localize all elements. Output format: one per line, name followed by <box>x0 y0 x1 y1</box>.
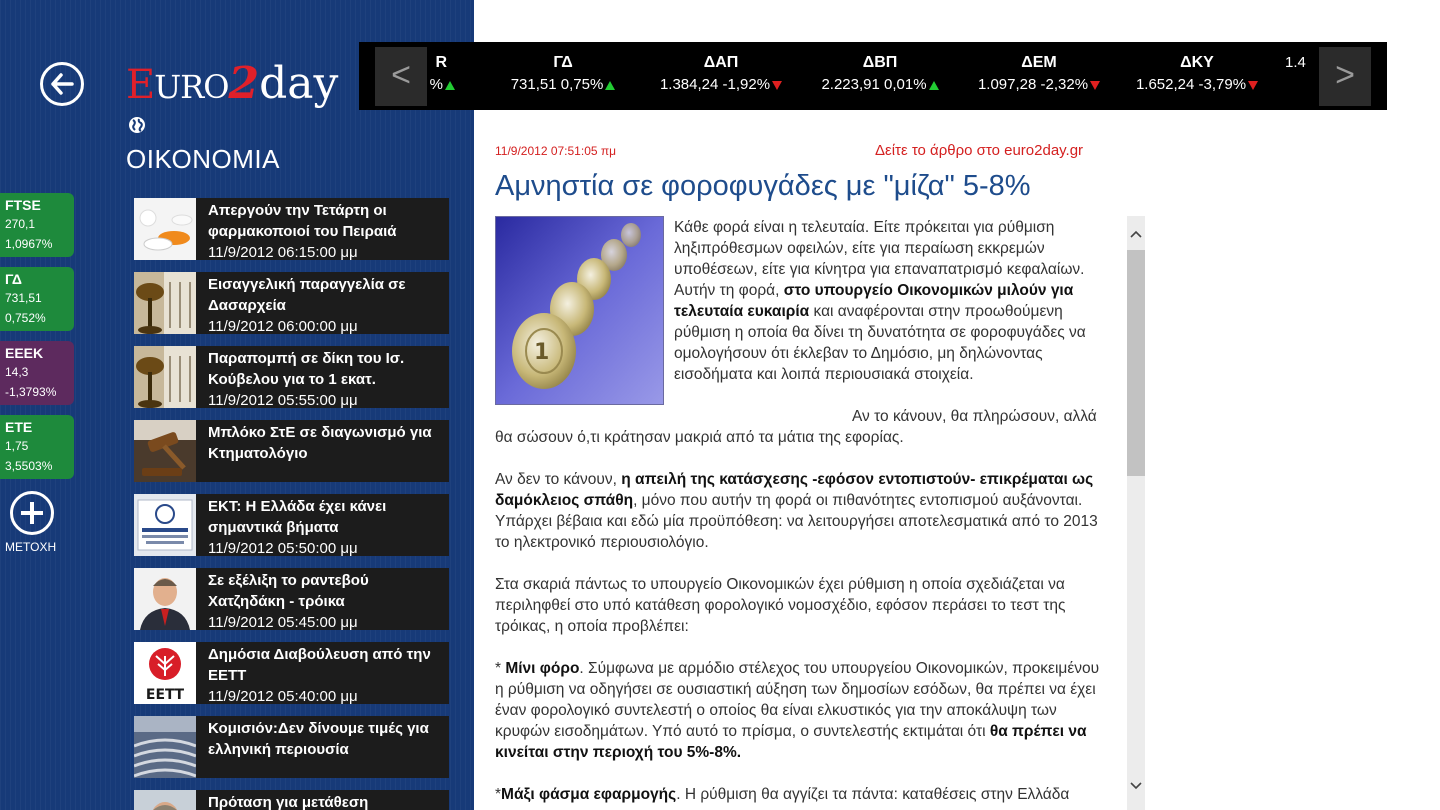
ticker-item[interactable] <box>1117 52 1277 96</box>
chevron-down-icon[interactable] <box>1127 776 1145 794</box>
pills-image <box>134 198 196 260</box>
ecb-image <box>134 494 196 556</box>
article-paragraph: Αν δεν το κάνουν, η απειλή της κατάσχεσης -εφόσον εντοπιστούν- επικρέμαται ως δαμόκλειος σπάθη, μόνο που αυτήν τη φορά οι πιθανότητες εντοπισμού αυξάνονται. Υπάρχει βέβαια και εδώ μία προϋπόθεση: να λειτουργήσει αποτελεσματικά από το 2013 το ηλεκτρονικό περιουσιολόγιο. <box>495 471 1098 551</box>
news-item[interactable] <box>134 642 449 704</box>
logo-day: day <box>259 58 339 109</box>
parliament-image <box>134 716 196 778</box>
down-arrow-icon <box>1090 81 1100 90</box>
down-arrow-icon <box>772 81 782 90</box>
euro-coins-image <box>495 216 664 405</box>
news-date: 11/9/2012 05:45:00 μμ <box>208 614 358 630</box>
article-title: Αμνηστία σε φοροφυγάδες με "μίζα" 5-8% <box>495 170 1031 202</box>
ticker-data: 1.384,24 -1,92% <box>641 74 801 96</box>
news-title: Παραπομπή σε δίκη του Ισ. Κούβελου για το 1 εκατ. <box>208 350 405 388</box>
ticker-item[interactable] <box>800 52 960 96</box>
news-title: Σε εξέλιξη το ραντεβού Χατζηδάκη - τρόικα <box>208 572 369 610</box>
stock-name: FTSE <box>5 197 41 213</box>
article-paragraph: Στα σκαριά πάντως το υπουργείο Οικονομικών έχει ρύθμιση η οποία σχεδιάζεται να περιληφθεί στο υπό κατάθεση φορολογικό νομοσχέδιο, εφόσον περάσει το τεστ της τρόικας, η οποία προβλέπει: <box>495 576 1066 635</box>
ticker-data: 1.652,24 -3,79% <box>1117 74 1277 96</box>
news-title: Εισαγγελική παραγγελία σε Δασαρχεία <box>208 276 406 314</box>
stock-value: 731,51 <box>5 291 42 305</box>
ticker-data: 1.097,28 -2,32% <box>959 74 1119 96</box>
news-item[interactable] <box>134 420 449 482</box>
svg-text:ΕΕΤΤ: ΕΕΤΤ <box>145 687 185 703</box>
stock-name: ΕΕΕΚ <box>5 345 44 361</box>
ticker-name: R <box>435 54 447 71</box>
news-title: ΕΚΤ: Η Ελλάδα έχει κάνει σημαντικά βήματα <box>208 498 387 536</box>
up-arrow-icon <box>605 81 615 90</box>
ticker-data: 2.223,91 0,01% <box>800 74 960 96</box>
news-date: 11/9/2012 05:55:00 μμ <box>208 392 358 408</box>
ticker-data: % <box>367 74 527 96</box>
scrollbar-thumb[interactable] <box>1127 250 1145 476</box>
ticker-name: ΔΕΜ <box>1021 54 1057 71</box>
ticker-item[interactable] <box>1273 52 1323 74</box>
gavel-image <box>134 420 196 482</box>
stock-name: ΓΔ <box>5 271 22 287</box>
scales-image <box>134 346 196 408</box>
news-title: Απεργούν την Τετάρτη οι φαρμακοποιοί του Πειραιά <box>208 202 397 240</box>
stock-value: 1,75 <box>5 439 29 453</box>
news-item[interactable] <box>134 494 449 556</box>
ticker-name: ΔΑΠ <box>703 54 739 71</box>
source-article-link[interactable]: Δείτε το άρθρο στο euro2day.gr <box>875 142 1084 159</box>
up-arrow-icon <box>445 81 455 90</box>
person2-image <box>134 790 196 810</box>
up-arrow-icon <box>929 81 939 90</box>
news-title: Δημόσια Διαβούλευση από την ΕΕΤΤ <box>208 646 431 684</box>
ticker-name: ΓΔ <box>553 54 573 71</box>
euro2day-logo <box>126 58 338 108</box>
news-title: Κομισιόν:Δεν δίνουμε τιμές για ελληνική περιουσία <box>208 720 429 758</box>
stock-tile-ete[interactable] <box>0 415 74 479</box>
logo-euro: EURO <box>126 62 229 108</box>
article-paragraph: * Μίνι φόρο. Σύμφωνα με αρμόδιο στέλεχος του υπουργείου Οικονομικών, προκειμένου η ρύθμιση να οδηγήσει σε ουσιαστική αύξηση των δημοσίων εσόδων, θα πρέπει να έχει έναν φορολογικό συντελεστή ο οποίος θα είναι ελκυστικός για την αποκάλυψη των κρυφών εισοδημάτων. Υπό αυτό το πρίσμα, ο συντελεστής εκτιμάται ότι θα πρέπει να κινείται στην περιοχή του 5%-8%. <box>495 660 1100 761</box>
market-ticker <box>359 42 1387 110</box>
article-paragraph: Αν το κάνουν, θα πληρώσουν, αλλά θα σώσουν ό,τι κράτησαν μακριά από τα μάτια της εφορίας. <box>495 408 1097 446</box>
ticker-prev-button[interactable]: < <box>375 47 427 106</box>
ticker-next-button[interactable]: > <box>1319 47 1371 106</box>
down-arrow-icon <box>1248 81 1258 90</box>
ticker-item[interactable] <box>641 52 801 96</box>
eett-image <box>134 642 196 704</box>
ticker-name: ΔΒΠ <box>862 54 898 71</box>
globe-icon[interactable] <box>128 116 146 134</box>
ticker-item[interactable] <box>959 52 1119 96</box>
news-date: 11/9/2012 06:15:00 μμ <box>208 244 358 260</box>
stock-change: 3,5503% <box>5 459 53 473</box>
logo-two: 2 <box>228 58 260 109</box>
chevron-up-icon[interactable] <box>1127 226 1145 244</box>
article-body <box>495 216 1107 810</box>
stock-value: 14,3 <box>5 365 29 379</box>
add-stock-button[interactable] <box>10 491 54 535</box>
stock-name: ΕΤΕ <box>5 419 33 435</box>
add-stock-label: ΜΕΤΟΧΗ <box>5 540 57 554</box>
ticker-name: ΔΚΥ <box>1180 54 1214 71</box>
news-title: Μπλόκο ΣτΕ σε διαγωνισμό για Κτηματολόγιο <box>208 424 432 462</box>
news-item[interactable] <box>134 272 449 334</box>
section-title: ΟΙΚΟΝΟΜΙΑ <box>126 144 280 174</box>
stock-change: 0,752% <box>5 311 46 325</box>
stock-tile-eeek[interactable] <box>0 341 74 405</box>
news-item[interactable] <box>134 716 449 778</box>
ticker-item[interactable] <box>483 52 643 96</box>
left-panel <box>0 0 474 810</box>
article-paragraph: *Μάξι φάσμα εφαρμογής. Η ρύθμιση θα αγγίζει τα πάντα: καταθέσεις στην Ελλάδα <box>495 786 1070 803</box>
article-scrollbar[interactable] <box>1127 216 1145 810</box>
news-item[interactable] <box>134 346 449 408</box>
scales-image <box>134 272 196 334</box>
news-date: 11/9/2012 06:00:00 μμ <box>208 318 358 334</box>
news-date: 11/9/2012 05:40:00 μμ <box>208 688 358 704</box>
news-item[interactable] <box>134 568 449 630</box>
news-item[interactable] <box>134 198 449 260</box>
news-title: Πρόταση για μετάθεση <box>208 794 369 810</box>
svg-text:1: 1 <box>534 340 550 365</box>
article-date: 11/9/2012 07:51:05 πμ <box>495 144 617 158</box>
stock-tile-gd[interactable] <box>0 267 74 331</box>
stock-value: 270,1 <box>5 217 36 231</box>
stock-change: -1,3793% <box>5 385 57 399</box>
news-date: 11/9/2012 05:50:00 μμ <box>208 540 358 556</box>
person-image <box>134 568 196 630</box>
article-paragraph: Κάθε φορά είναι η τελευταία. Είτε πρόκειται για ρύθμιση ληξιπρόθεσμων οφειλών, είτε για περαίωση εκκρεμών υποθέσεων, είτε για κίνητρα για επαναπατρισμό κεφαλαίων. Αυτήν τη φορά, στο υπουργείο Οικονομικών μιλούν για τελευταία ευκαιρία και αναφέρονται στην προωθούμενη ρύθμιση η οποία θα δίνει τη δυνατότητα σε φοροφυγάδες να ομολογήσουν ότι έκλεβαν το Δημόσιο, μη δηλώνοντας εισοδήματα και λοιπά περιουσιακά στοιχεία. <box>674 219 1086 383</box>
back-button[interactable] <box>40 62 84 106</box>
news-item[interactable] <box>134 790 449 810</box>
back-arrow-icon <box>50 73 74 95</box>
stock-change: 1,0967% <box>5 237 53 251</box>
stock-tile-ftse[interactable] <box>0 193 74 257</box>
ticker-data: 1.4 <box>1285 54 1306 71</box>
ticker-data: 731,51 0,75% <box>483 74 643 96</box>
